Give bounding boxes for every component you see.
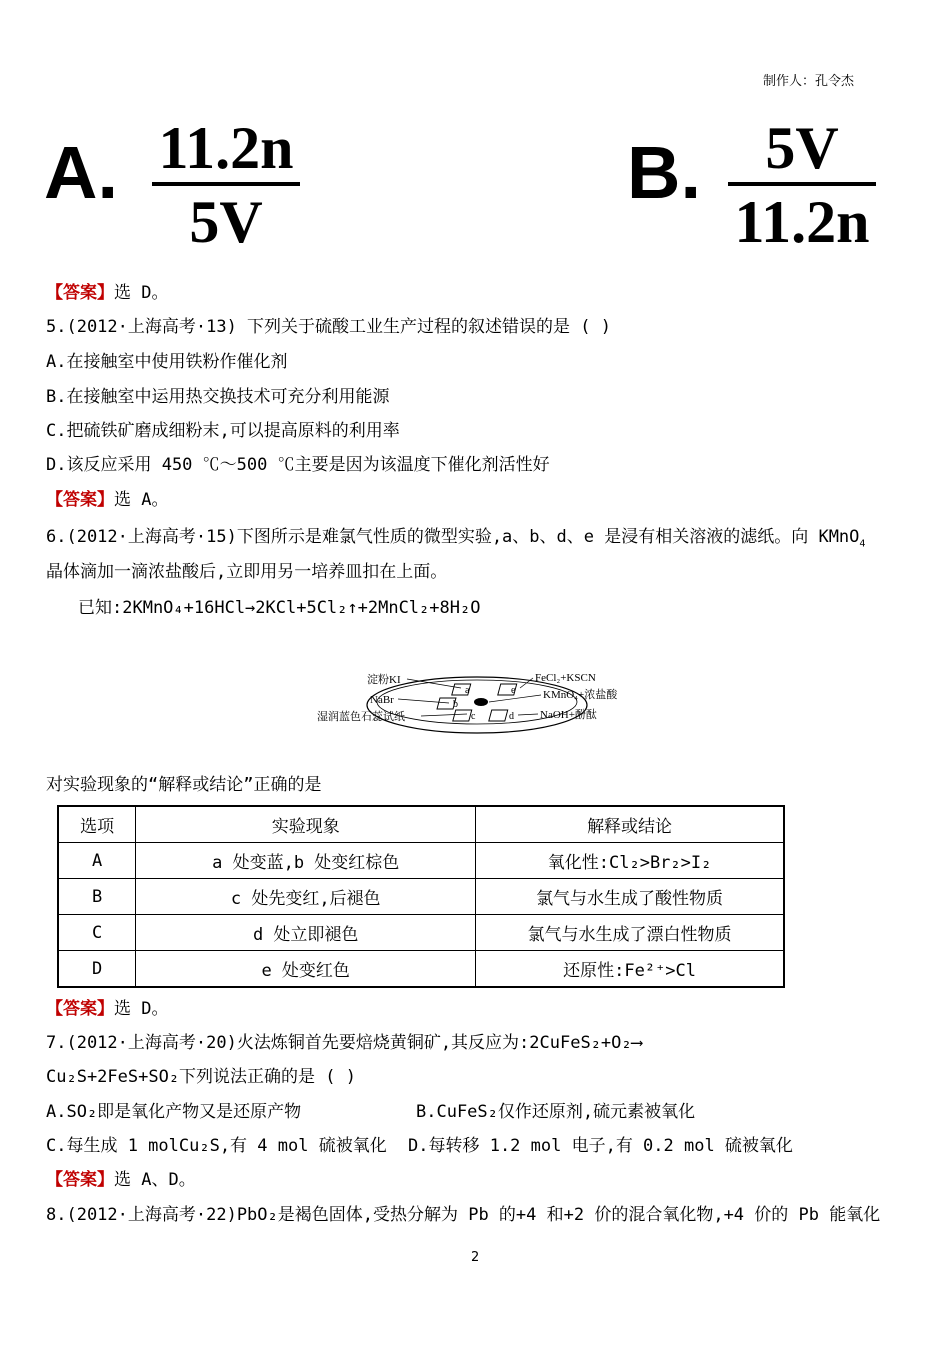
table-header-row: [58, 806, 784, 843]
q5-option-b: B.在接触室中运用热交换技术可充分利用能源: [46, 387, 390, 407]
answer-text: 选 A、D。: [114, 1170, 196, 1190]
table-cell: A: [58, 843, 136, 879]
answer-q6: [46, 997, 168, 1021]
spot-d: d: [509, 711, 514, 722]
answer-text: 选 D。: [114, 999, 169, 1019]
q6-stem-line1: [46, 525, 865, 556]
table-row: [58, 879, 784, 915]
label-naoh: NaOH+酚酞: [540, 709, 597, 721]
answer-tag: 【答案】: [46, 999, 114, 1019]
answer-tag: 【答案】: [46, 490, 114, 510]
answer-q7: [46, 1168, 196, 1192]
table-cell: 还原性:Fe²⁺>Cl: [476, 951, 784, 988]
option-a-denominator: 5V: [189, 189, 263, 255]
q5-option-a: A.在接触室中使用铁粉作催化剂: [46, 352, 288, 372]
q6-known-equation: 已知:2KMnO₄+16HCl→2KCl+5Cl₂↑+2MnCl₂+8H₂O: [78, 598, 481, 618]
label-starch-ki: 淀粉KI: [367, 674, 401, 686]
table-row: [58, 915, 784, 951]
q6-stem-line2: 晶体滴加一滴浓盐酸后,立即用另一培养皿扣在上面。: [46, 562, 448, 582]
answer-text: 选 D。: [114, 283, 169, 303]
label-fecl2: FeCl₂+KSCN: [535, 672, 596, 684]
table-cell: e 处变红色: [136, 951, 476, 988]
table-cell: d 处立即褪色: [136, 915, 476, 951]
spot-a: a: [465, 685, 470, 696]
answer-tag: 【答案】: [46, 1170, 114, 1190]
option-b-fraction: [728, 115, 876, 255]
label-nabr: NaBr: [370, 694, 394, 706]
q6-stem-text: 6.(2012·上海高考·15)下图所示是难氯气性质的微型实验,a、b、d、e 是浸有相关溶液的滤纸。向 KMnO: [46, 527, 860, 547]
q5-option-d: D.该反应采用 450 ℃～500 ℃主要是因为该温度下催化剂活性好: [46, 455, 550, 475]
table-cell: 氧化性:Cl₂>Br₂>I₂: [476, 843, 784, 879]
table-row: [58, 951, 784, 988]
author-note: 制作人：孔令杰: [762, 74, 854, 89]
subscript: 4: [859, 538, 866, 550]
q7-option-c: C.每生成 1 molCu₂S,有 4 mol 硫被氧化: [46, 1136, 387, 1156]
answer-q5: [46, 488, 168, 512]
spot-c: c: [471, 711, 476, 722]
table-cell: c 处先变红,后褪色: [136, 879, 476, 915]
spot-e: e: [511, 685, 516, 696]
q7-option-d: D.每转移 1.2 mol 电子,有 0.2 mol 硫被氧化: [408, 1136, 793, 1156]
q6-question: 对实验现象的“解释或结论”正确的是: [46, 775, 322, 795]
table-cell: C: [58, 915, 136, 951]
spot-b: b: [453, 699, 458, 710]
q7-stem-line2: Cu₂S+2FeS+SO₂下列说法正确的是 ( ): [46, 1067, 356, 1087]
answer-q4: [46, 281, 168, 305]
q7-stem-line1: 7.(2012·上海高考·20)火法炼铜首先要焙烧黄铜矿,其反应为:2CuFeS₂+O₂⟶: [46, 1033, 642, 1053]
option-b-denominator: 11.2n: [734, 189, 870, 255]
label-litmus: 湿润蓝色石蕊试纸: [317, 711, 405, 723]
option-a-numerator: 11.2n: [158, 115, 294, 181]
option-a-fraction: [152, 115, 300, 255]
table-cell: 氯气与水生成了酸性物质: [476, 879, 784, 915]
q7-option-a: A.SO₂即是氧化产物又是还原产物: [46, 1102, 302, 1122]
q8-stem: 8.(2012·上海高考·22)PbO₂是褐色固体,受热分解为 Pb 的+4 和+2 价的混合氧化物,+4 价的 Pb 能氧化: [46, 1205, 881, 1225]
table-header: 选项: [58, 806, 136, 843]
table-row: [58, 843, 784, 879]
page-number: 2: [471, 1250, 480, 1265]
petri-dish-figure: [315, 668, 635, 748]
q5-option-c: C.把硫铁矿磨成细粉末,可以提高原料的利用率: [46, 421, 400, 441]
q5-stem: 5.(2012·上海高考·13) 下列关于硫酸工业生产过程的叙述错误的是 ( ): [46, 317, 611, 337]
answer-tag: 【答案】: [46, 283, 114, 303]
option-b-numerator: 5V: [765, 115, 839, 181]
q6-options-table: [57, 805, 785, 988]
experiment-diagram: [315, 668, 635, 748]
answer-text: 选 A。: [114, 490, 169, 510]
table-header: 实验现象: [136, 806, 476, 843]
q7-option-b: B.CuFeS₂仅作还原剂,硫元素被氧化: [416, 1102, 696, 1122]
table-cell: D: [58, 951, 136, 988]
table-cell: 氯气与水生成了漂白性物质: [476, 915, 784, 951]
option-b-label: B.: [627, 131, 701, 214]
table-cell: a 处变蓝,b 处变红棕色: [136, 843, 476, 879]
table-cell: B: [58, 879, 136, 915]
label-kmno4: KMnO₄+浓盐酸: [543, 689, 618, 701]
table-header: 解释或结论: [476, 806, 784, 843]
option-a-label: A.: [44, 131, 118, 214]
